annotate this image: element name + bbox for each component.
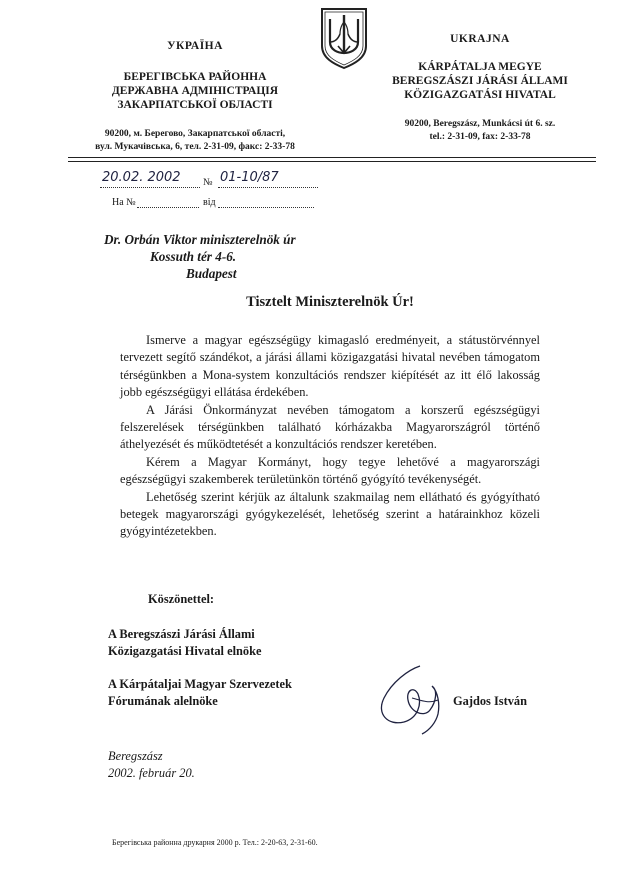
date: 2002. február 20.	[108, 766, 195, 780]
signer-title2-line1: A Kárpátaljai Magyar Szervezetek	[108, 677, 292, 691]
vid-label: від	[203, 197, 216, 208]
right-addr-line2: tel.: 2-31-09, fax: 2-33-78	[429, 132, 531, 142]
addressee-name: Dr. Orbán Viktor miniszterelnök úr	[104, 232, 296, 247]
left-org-line3: ЗАКАРПАТСЬКОЇ ОБЛАСТІ	[117, 99, 273, 111]
printer-footer: Берегівська районна друкарня 2000 р. Тел.: 2-20-63, 2-31-60.	[112, 838, 318, 847]
addressee-street: Kossuth tér 4-6.	[150, 249, 237, 264]
signer-title1-line1: A Beregszászi Járási Állami	[108, 627, 255, 641]
left-org-line1: БЕРЕГІВСЬКА РАЙОННА	[123, 71, 267, 83]
left-addr-line2: вул. Мукачівська, 6, тел. 2-31-09, факс: 2-33-78	[95, 142, 295, 152]
paragraph-1: Ismerve a magyar egészségügy kimagasló eredményeit, a státustörvénnyel tervezett segítő szándékot, a járási állami közigazgatási hivatal nevében támogatom térségünkben a Mona-system konzultációs rendszer kiépítését az itt élő lakosság jobb egészségügyi ellátása érdekében.	[120, 333, 540, 400]
left-country: УКРАЇНА	[167, 40, 223, 52]
right-addr-line1: 90200, Beregszász, Munkácsi út 6. sz.	[404, 119, 556, 129]
right-country: UKRAJNA	[450, 33, 510, 45]
place: Beregszász	[108, 749, 163, 763]
handwritten-number: 01-10/87	[220, 170, 279, 185]
paragraph-4: Lehetőség szerint kérjük az általunk szakmailag nem ellátható és gyógyítható betegek magyarországi gyógykezelését, lehetőség szerint a határainkhoz közeli gyógyintézetekben.	[120, 489, 540, 539]
signer-name: Gajdos István	[453, 694, 528, 708]
na-label: На №	[112, 197, 136, 208]
letterhead-rule	[68, 157, 596, 158]
paragraph-3: Kérem a Magyar Kormányt, hogy tegye lehetővé a magyarországi egészségügyi szakemberek területünkön történő gyógyító tevékenységét.	[120, 454, 540, 487]
addressee-city: Budapest	[186, 266, 237, 281]
letterhead-rule-thin	[68, 161, 596, 162]
salutation: Tisztelt Miniszterelnök Úr!	[246, 294, 414, 310]
handwritten-signature	[368, 660, 458, 740]
right-org-line1: KÁRPÁTALJA MEGYE	[418, 61, 542, 73]
na-underline	[137, 207, 199, 208]
letter-body	[120, 332, 540, 541]
date-underline	[100, 187, 200, 188]
vid-underline	[218, 207, 314, 208]
handwritten-date: 20.02. 2002	[102, 170, 181, 185]
left-addr-line1: 90200, м. Берегово, Закарпатської області,	[104, 129, 286, 139]
number-label: №	[203, 177, 213, 188]
number-underline	[218, 187, 318, 188]
left-org-line2: ДЕРЖАВНА АДМІНІСТРАЦІЯ	[111, 85, 279, 97]
signer-title2-line2: Fórumának alelnöke	[108, 694, 218, 708]
right-org-line3: KÖZIGAZGATÁSI HIVATAL	[404, 89, 556, 101]
right-org-line2: BEREGSZÁSZI JÁRÁSI ÁLLAMI	[392, 75, 568, 87]
signer-title1-line2: Közigazgatási Hivatal elnöke	[108, 644, 262, 658]
paragraph-2: A Járási Önkormányzat nevében támogatom a korszerű egészségügyi felszerelések térségünkben található kórházakba Magyarországról történő áthelyezését és működtetését a konzultációs rendszer keretében.	[120, 402, 540, 452]
closing: Köszönettel:	[148, 592, 215, 606]
